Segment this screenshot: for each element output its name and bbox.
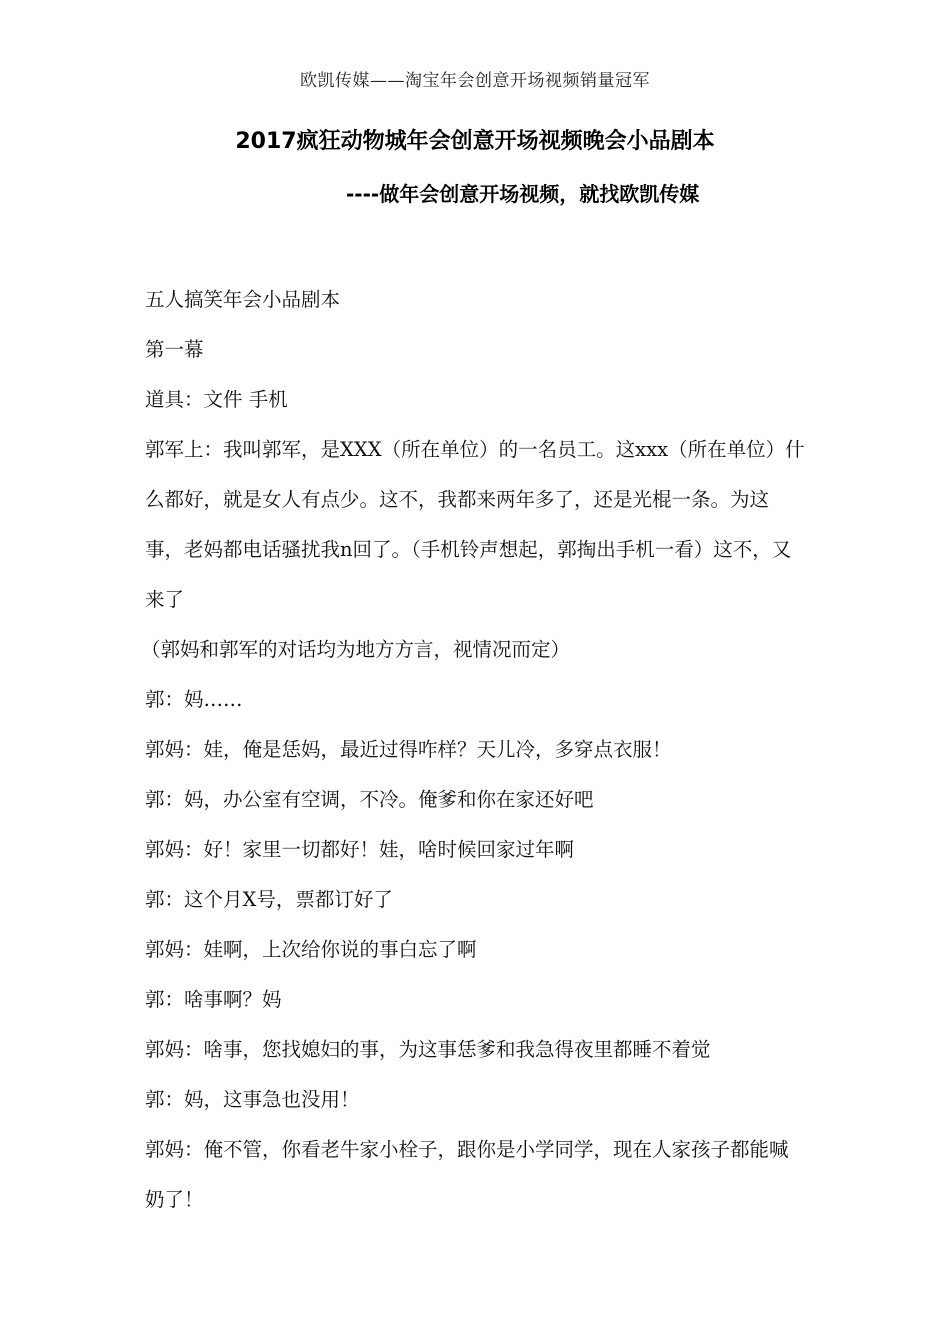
dialogue-line: 郭妈：俺不管，你看老牛家小栓子，跟你是小学同学，现在人家孩子都能喊奶了！ — [145, 1138, 789, 1211]
script-body — [141, 275, 805, 1225]
document-subtitle: ----做年会创意开场视频，就找欧凯传媒 — [346, 182, 700, 206]
dialogue-line: 郭：妈…… — [145, 688, 243, 711]
dialogue-line: 郭：啥事啊？妈 — [145, 988, 282, 1011]
stage-direction: （郭妈和郭军的对话均为地方方言，视情况而定） — [141, 638, 571, 661]
dialogue-line: 郭：妈，办公室有空调，不冷。俺爹和你在家还好吧 — [145, 788, 594, 811]
script-heading: 五人搞笑年会小品剧本 — [145, 288, 341, 311]
dialogue-line: 郭妈：娃，俺是恁妈，最近过得咋样？天儿冷，多穿点衣服！ — [145, 738, 672, 761]
props-line: 道具：文件 手机 — [145, 388, 288, 411]
monologue-paragraph: 郭军上：我叫郭军，是XXX（所在单位）的一名员工。这xxx（所在单位）什么都好，就是女人有点少。这不，我都来两年多了，还是光棍一条。为这事，老妈都电话骚扰我n回了。（手机铃声想起，郭掏出手机一看）这不，又来了 — [145, 438, 805, 611]
dialogue-line: 郭妈：好！家里一切都好！娃，啥时候回家过年啊 — [145, 838, 575, 861]
dialogue-line: 郭：妈，这事急也没用！ — [145, 1088, 360, 1111]
dialogue-line: 郭妈：娃啊，上次给你说的事白忘了啊 — [145, 938, 477, 961]
running-header: 欧凯传媒——淘宝年会创意开场视频销量冠军 — [300, 71, 650, 91]
dialogue-line: 郭妈：啥事，您找媳妇的事，为这事恁爹和我急得夜里都睡不着觉 — [145, 1038, 711, 1061]
document-title: 2017疯狂动物城年会创意开场视频晚会小品剧本 — [235, 129, 715, 154]
dialogue-line: 郭：这个月X号，票都订好了 — [145, 888, 393, 911]
act-label: 第一幕 — [145, 338, 204, 361]
